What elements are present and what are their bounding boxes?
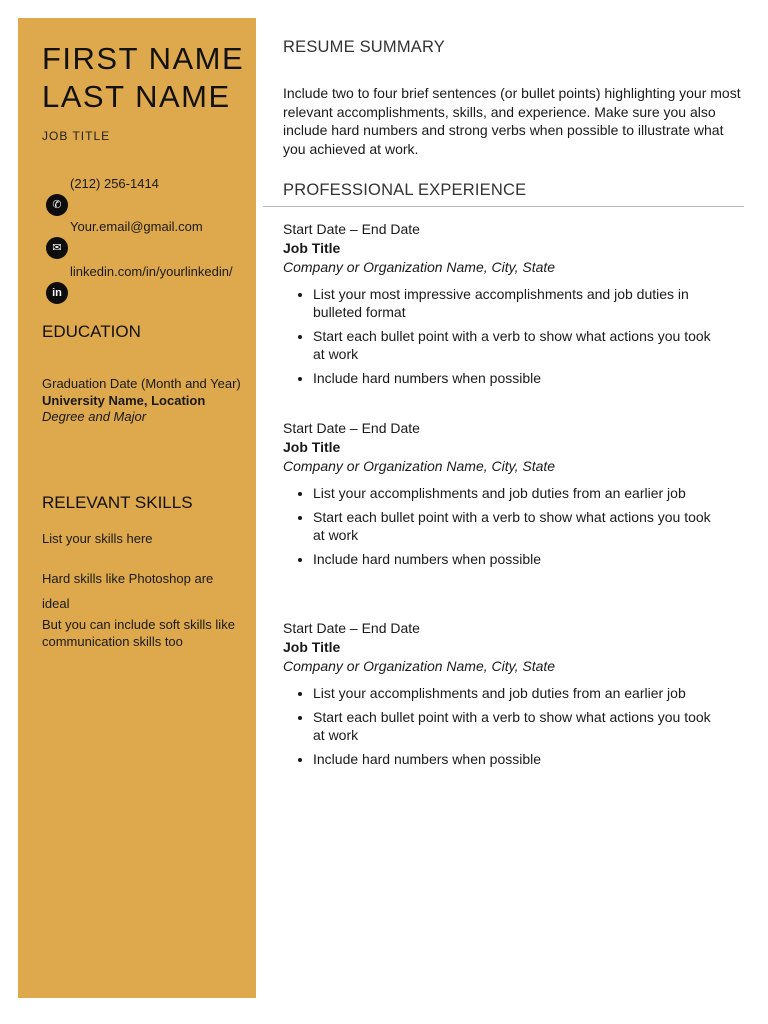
candidate-name <box>42 40 244 116</box>
job-bullet: • Start each bullet point with a verb to show what actions you took at work <box>313 708 743 744</box>
email-address[interactable]: Your.email@gmail.com <box>70 219 203 234</box>
experience-heading: PROFESSIONAL EXPERIENCE <box>283 181 527 199</box>
job-bullet: • List your accomplishments and job duties from an earlier job <box>313 684 743 702</box>
job-dates: Start Date – End Date <box>283 420 420 436</box>
education-entry <box>42 376 242 426</box>
job-bullet: • List your accomplishments and job duties from an earlier job <box>313 484 743 502</box>
job-bullet: • Start each bullet point with a verb to show what actions you took at work <box>313 327 743 363</box>
job-dates: Start Date – End Date <box>283 221 420 237</box>
job-bullets <box>283 285 743 387</box>
summary-heading: RESUME SUMMARY <box>283 38 446 56</box>
job-bullet: • Include hard numbers when possible <box>313 369 743 387</box>
job-title: Job Title <box>283 639 341 655</box>
job-bullets <box>283 484 743 568</box>
job-title: Job Title <box>283 439 341 455</box>
job-company: Company or Organization Name, City, State <box>283 259 556 275</box>
job-company: Company or Organization Name, City, State <box>283 458 556 474</box>
email-icon: ✉ <box>46 237 68 259</box>
phone-number: (212) 256-1414 <box>70 176 159 191</box>
first-name: FIRST NAME <box>42 41 245 76</box>
job-bullets <box>283 684 743 768</box>
job-bullet: • Include hard numbers when possible <box>313 750 743 768</box>
last-name: LAST NAME <box>42 79 231 114</box>
job-entry-3 <box>283 619 743 774</box>
linkedin-url[interactable]: linkedin.com/in/yourlinkedin/ <box>70 264 233 279</box>
phone-icon: ✆ <box>46 194 68 216</box>
university-name: University Name, Location <box>42 392 206 408</box>
skill-item: But you can include soft skills like communication skills too <box>42 617 235 649</box>
job-entry-1 <box>283 220 743 393</box>
job-bullet: • Start each bullet point with a verb to show what actions you took at work <box>313 508 743 544</box>
skill-item: List your skills here <box>42 531 153 546</box>
contact-email <box>42 219 252 259</box>
section-divider <box>263 206 744 207</box>
education-heading: EDUCATION <box>42 322 141 341</box>
job-dates: Start Date – End Date <box>283 620 420 636</box>
sidebar <box>18 18 256 998</box>
job-bullet: • Include hard numbers when possible <box>313 550 743 568</box>
graduation-date: Graduation Date (Month and Year) <box>42 376 241 391</box>
skill-item: Hard skills like Photoshop are ideal <box>42 571 214 611</box>
summary-text: Include two to four brief sentences (or bullet points) highlighting your most relevant accomplishments, skills, and experience. Make sure you also include hard numbers and strong verbs when possible to illustrate what you achieved at work. <box>283 85 741 157</box>
job-entry-2 <box>283 419 743 574</box>
skills-heading: RELEVANT SKILLS <box>42 493 193 512</box>
job-bullet: • List your most impressive accomplishments and job duties in bulleted format <box>313 285 743 321</box>
linkedin-icon: in <box>46 282 68 304</box>
job-title: Job Title <box>283 240 341 256</box>
degree-major: Degree and Major <box>42 409 147 424</box>
contact-phone <box>42 176 252 216</box>
job-title: JOB TITLE <box>42 129 111 143</box>
contact-linkedin <box>42 264 252 304</box>
job-company: Company or Organization Name, City, State <box>283 658 556 674</box>
